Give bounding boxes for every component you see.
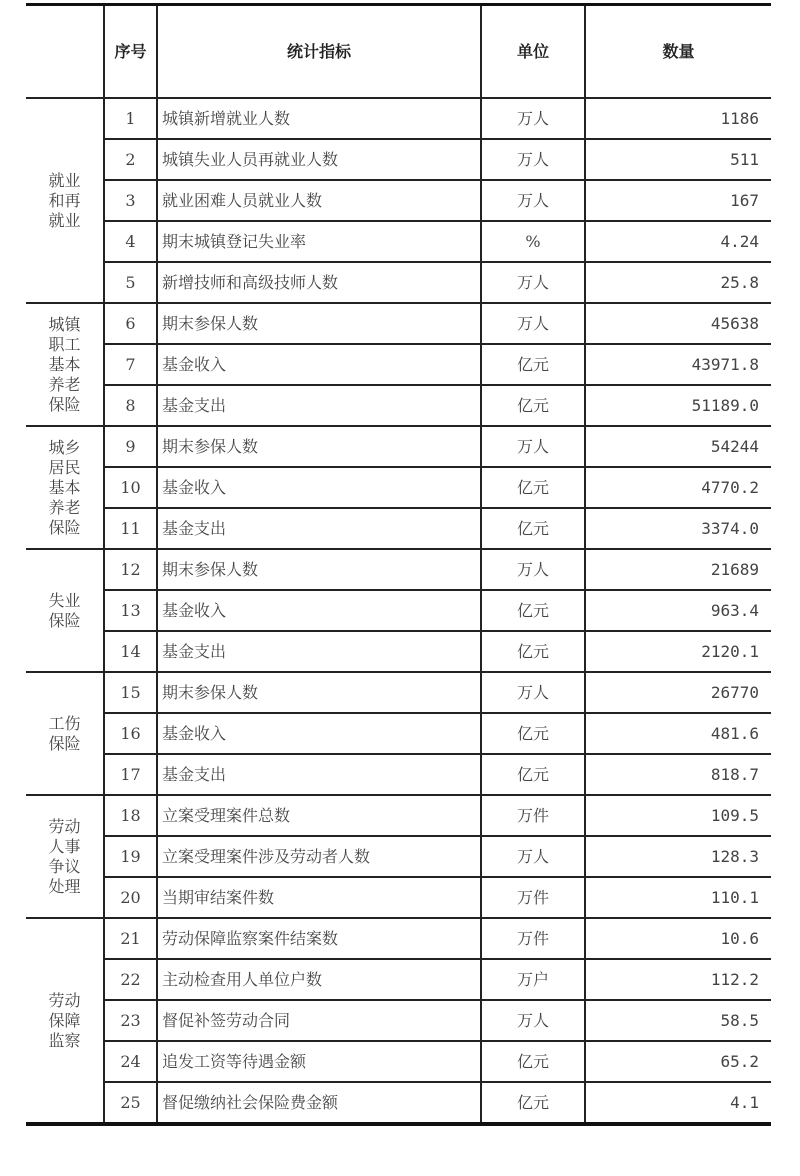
indicator-cell: 期末参保人数: [157, 426, 481, 467]
indicator-cell: 当期审结案件数: [157, 877, 481, 918]
quantity-cell: 4.24: [585, 221, 771, 262]
indicator-cell: 期末城镇登记失业率: [157, 221, 481, 262]
table-row: [26, 344, 771, 385]
indicator-cell: 基金收入: [157, 590, 481, 631]
seq-cell: 18: [104, 795, 157, 836]
header-row: [26, 5, 771, 99]
unit-cell: 万户: [481, 959, 585, 1000]
table-row: [26, 467, 771, 508]
unit-cell: 亿元: [481, 754, 585, 795]
group-label: 劳动人事争议处理: [48, 816, 81, 896]
header-seq: 序号: [104, 5, 157, 99]
seq-cell: 6: [104, 303, 157, 344]
table-row: [26, 754, 771, 795]
indicator-cell: 就业困难人员就业人数: [157, 180, 481, 221]
table-row: [26, 139, 771, 180]
unit-cell: 亿元: [481, 1041, 585, 1082]
quantity-cell: 511: [585, 139, 771, 180]
indicator-cell: 督促补签劳动合同: [157, 1000, 481, 1041]
table-row: [26, 508, 771, 549]
quantity-cell: 54244: [585, 426, 771, 467]
quantity-cell: 51189.0: [585, 385, 771, 426]
indicator-cell: 基金支出: [157, 754, 481, 795]
group-label: 就业和再就业: [48, 170, 81, 230]
table-row: [26, 1082, 771, 1124]
table-row: [26, 918, 771, 959]
unit-cell: %: [481, 221, 585, 262]
indicator-cell: 基金支出: [157, 385, 481, 426]
table-row: [26, 590, 771, 631]
indicator-cell: 期末参保人数: [157, 672, 481, 713]
seq-cell: 5: [104, 262, 157, 303]
seq-cell: 16: [104, 713, 157, 754]
unit-cell: 亿元: [481, 344, 585, 385]
table-header: [26, 5, 771, 99]
group-label-cell: [26, 918, 104, 1124]
seq-cell: 10: [104, 467, 157, 508]
seq-cell: 7: [104, 344, 157, 385]
table-row: [26, 959, 771, 1000]
quantity-cell: 3374.0: [585, 508, 771, 549]
indicator-cell: 督促缴纳社会保险费金额: [157, 1082, 481, 1124]
header-group: [26, 5, 104, 99]
unit-cell: 万人: [481, 180, 585, 221]
group-label: 城乡居民基本养老保险: [48, 437, 81, 537]
seq-cell: 21: [104, 918, 157, 959]
quantity-cell: 4770.2: [585, 467, 771, 508]
quantity-cell: 26770: [585, 672, 771, 713]
indicator-cell: 城镇新增就业人数: [157, 98, 481, 139]
quantity-cell: 65.2: [585, 1041, 771, 1082]
table-row: [26, 549, 771, 590]
group-label: 失业保险: [48, 590, 81, 630]
unit-cell: 万人: [481, 1000, 585, 1041]
quantity-cell: 25.8: [585, 262, 771, 303]
table-row: [26, 795, 771, 836]
quantity-cell: 58.5: [585, 1000, 771, 1041]
table-row: [26, 631, 771, 672]
unit-cell: 万人: [481, 426, 585, 467]
indicator-cell: 基金收入: [157, 713, 481, 754]
group-label-cell: [26, 426, 104, 549]
seq-cell: 23: [104, 1000, 157, 1041]
group-label-cell: [26, 98, 104, 303]
seq-cell: 22: [104, 959, 157, 1000]
header-unit: 单位: [481, 5, 585, 99]
seq-cell: 12: [104, 549, 157, 590]
unit-cell: 万人: [481, 836, 585, 877]
indicator-cell: 期末参保人数: [157, 303, 481, 344]
statistics-table: [26, 3, 771, 1126]
indicator-cell: 基金支出: [157, 508, 481, 549]
seq-cell: 14: [104, 631, 157, 672]
seq-cell: 25: [104, 1082, 157, 1124]
indicator-cell: 主动检查用人单位户数: [157, 959, 481, 1000]
seq-cell: 15: [104, 672, 157, 713]
unit-cell: 亿元: [481, 590, 585, 631]
quantity-cell: 112.2: [585, 959, 771, 1000]
seq-cell: 11: [104, 508, 157, 549]
unit-cell: 万人: [481, 98, 585, 139]
unit-cell: 万人: [481, 139, 585, 180]
quantity-cell: 45638: [585, 303, 771, 344]
unit-cell: 万人: [481, 262, 585, 303]
unit-cell: 亿元: [481, 467, 585, 508]
seq-cell: 20: [104, 877, 157, 918]
seq-cell: 1: [104, 98, 157, 139]
quantity-cell: 167: [585, 180, 771, 221]
seq-cell: 9: [104, 426, 157, 467]
seq-cell: 3: [104, 180, 157, 221]
group-label: 工伤保险: [48, 713, 81, 753]
unit-cell: 万人: [481, 303, 585, 344]
quantity-cell: 4.1: [585, 1082, 771, 1124]
group-label-cell: [26, 549, 104, 672]
unit-cell: 万件: [481, 795, 585, 836]
table-row: [26, 1000, 771, 1041]
indicator-cell: 基金收入: [157, 344, 481, 385]
indicator-cell: 城镇失业人员再就业人数: [157, 139, 481, 180]
indicator-cell: 立案受理案件涉及劳动者人数: [157, 836, 481, 877]
seq-cell: 13: [104, 590, 157, 631]
table-row: [26, 385, 771, 426]
group-label: 劳动保障监察: [48, 990, 81, 1050]
indicator-cell: 追发工资等待遇金额: [157, 1041, 481, 1082]
unit-cell: 亿元: [481, 631, 585, 672]
unit-cell: 万件: [481, 877, 585, 918]
header-quantity: 数量: [585, 5, 771, 99]
quantity-cell: 2120.1: [585, 631, 771, 672]
table-row: [26, 303, 771, 344]
quantity-cell: 109.5: [585, 795, 771, 836]
table-row: [26, 877, 771, 918]
quantity-cell: 963.4: [585, 590, 771, 631]
seq-cell: 17: [104, 754, 157, 795]
quantity-cell: 43971.8: [585, 344, 771, 385]
indicator-cell: 立案受理案件总数: [157, 795, 481, 836]
quantity-cell: 1186: [585, 98, 771, 139]
table-body: [26, 98, 771, 1124]
seq-cell: 8: [104, 385, 157, 426]
table-row: [26, 426, 771, 467]
quantity-cell: 110.1: [585, 877, 771, 918]
seq-cell: 2: [104, 139, 157, 180]
table-row: [26, 1041, 771, 1082]
indicator-cell: 基金收入: [157, 467, 481, 508]
group-label-cell: [26, 672, 104, 795]
indicator-cell: 基金支出: [157, 631, 481, 672]
header-indicator: 统计指标: [157, 5, 481, 99]
unit-cell: 万件: [481, 918, 585, 959]
unit-cell: 亿元: [481, 1082, 585, 1124]
seq-cell: 19: [104, 836, 157, 877]
group-label: 城镇职工基本养老保险: [48, 314, 81, 414]
group-label-cell: [26, 303, 104, 426]
unit-cell: 万人: [481, 549, 585, 590]
unit-cell: 亿元: [481, 713, 585, 754]
group-label-cell: [26, 795, 104, 918]
seq-cell: 4: [104, 221, 157, 262]
indicator-cell: 劳动保障监察案件结案数: [157, 918, 481, 959]
quantity-cell: 21689: [585, 549, 771, 590]
table-row: [26, 98, 771, 139]
unit-cell: 亿元: [481, 508, 585, 549]
indicator-cell: 期末参保人数: [157, 549, 481, 590]
quantity-cell: 128.3: [585, 836, 771, 877]
table-row: [26, 713, 771, 754]
table-row: [26, 836, 771, 877]
table-row: [26, 262, 771, 303]
quantity-cell: 481.6: [585, 713, 771, 754]
unit-cell: 万人: [481, 672, 585, 713]
indicator-cell: 新增技师和高级技师人数: [157, 262, 481, 303]
seq-cell: 24: [104, 1041, 157, 1082]
quantity-cell: 10.6: [585, 918, 771, 959]
table-row: [26, 672, 771, 713]
table-row: [26, 180, 771, 221]
quantity-cell: 818.7: [585, 754, 771, 795]
table-row: [26, 221, 771, 262]
unit-cell: 亿元: [481, 385, 585, 426]
